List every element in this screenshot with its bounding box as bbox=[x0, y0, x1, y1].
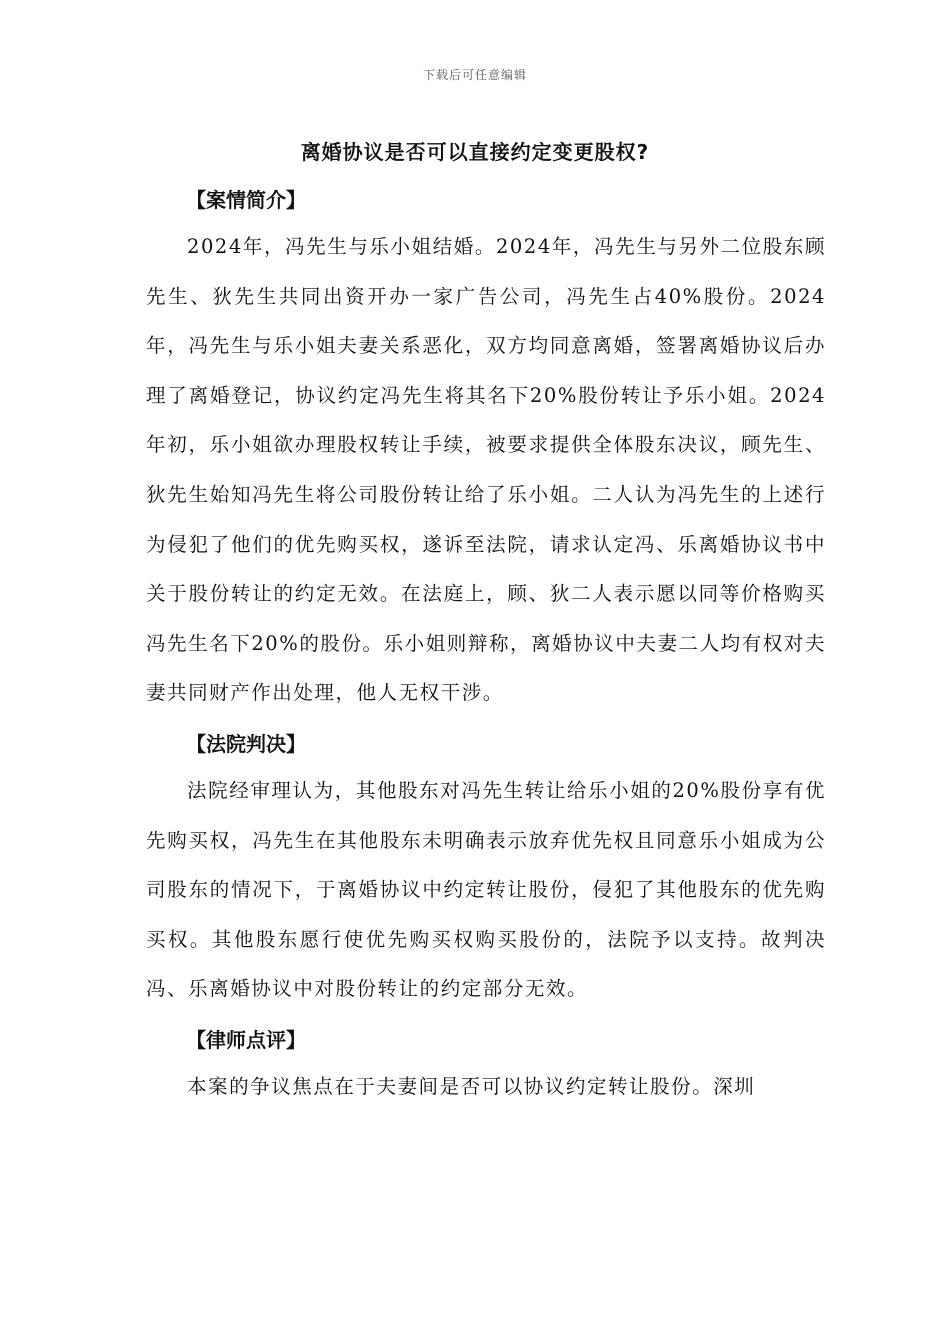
document-body bbox=[146, 178, 826, 1112]
court-judgment-paragraph: 法院经审理认为，其他股东对冯先生转让给乐小姐的20%股份享有优先购买权，冯先生在其他股东未明确表示放弃优先权且同意乐小姐成为公司股东的情况下，于离婚协议中约定转让股份，侵犯了其他股东的优先购买权。其他股东愿行使优先购买权购买股份的，法院予以支持。故判决冯、乐离婚协议中对股份转让的约定部分无效。 bbox=[146, 778, 826, 1001]
lawyer-review-paragraph: 本案的争议焦点在于夫妻间是否可以协议约定转让股份。深圳 bbox=[187, 1074, 756, 1098]
section-heading-court-judgment: 【法院判决】 bbox=[186, 731, 306, 756]
section-case-summary bbox=[146, 178, 826, 718]
document-title: 离婚协议是否可以直接约定变更股权? bbox=[300, 140, 650, 164]
case-summary-paragraph: 2024年，冯先生与乐小姐结婚。2024年，冯先生与另外二位股东顾先生、狄先生共同出资开办一家广告公司，冯先生占40%股份。2024年，冯先生与乐小姐夫妻关系恶化，双方均同意离婚，签署离婚协议后办理了离婚登记，协议约定冯先生将其名下20%股份转让予乐小姐。2024年初，乐小姐欲办理股权转让手续，被要求提供全体股东决议，顾先生、狄先生始知冯先生将公司股份转让给了乐小姐。二人认为冯先生的上述行为侵犯了他们的优先购买权，遂诉至法院，请求认定冯、乐离婚协议书中关于股份转让的约定无效。在法庭上，顾、狄二人表示愿以同等价格购买冯先生名下20%的股份。乐小姐则辩称，离婚协议中夫妻二人均有权对夫妻共同财产作出处理，他人无权干涉。 bbox=[146, 235, 826, 705]
section-heading-case-summary: 【案情简介】 bbox=[186, 188, 306, 212]
section-lawyer-review bbox=[146, 1018, 826, 1112]
section-court-judgment bbox=[146, 722, 826, 1014]
download-note: 下载后可任意编辑 bbox=[422, 68, 527, 82]
section-heading-lawyer-review: 【律师点评】 bbox=[186, 1027, 306, 1052]
